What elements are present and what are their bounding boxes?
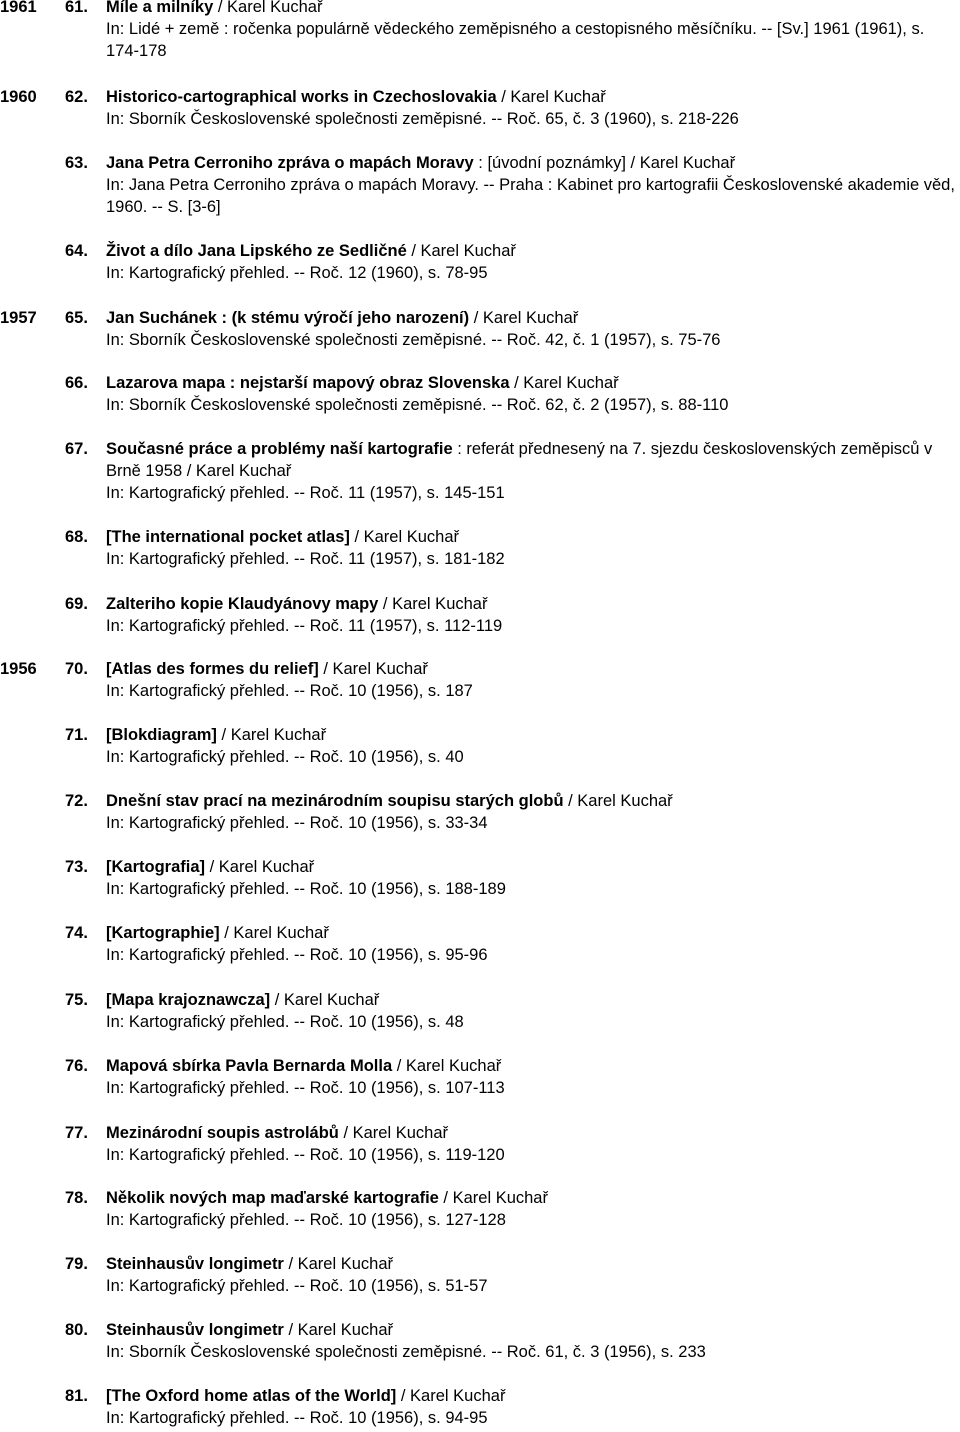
bibliography-entry [0,658,960,702]
entry-source: In: Kartografický přehled. -- Roč. 11 (1957), s. 112-119 [106,617,503,635]
entry-number: 61. [65,0,88,16]
entry-statement: / Karel Kuchař [378,595,488,613]
entry-title: [The international pocket atlas] [106,528,350,546]
entry-source: In: Kartografický přehled. -- Roč. 10 (1956), s. 48 [106,1013,464,1031]
entry-number: 72. [65,792,88,810]
entry-source: In: Sborník Československé společnosti zeměpisné. -- Roč. 61, č. 3 (1956), s. 233 [106,1343,706,1361]
bibliography-entry [0,240,960,284]
entry-source: In: Kartografický přehled. -- Roč. 10 (1956), s. 95-96 [106,946,488,964]
bibliography-entry [0,1385,960,1429]
entry-number: 73. [65,858,88,876]
entry-year: 1960 [0,88,37,106]
entry-title: Současné práce a problémy naší kartografie [106,440,453,458]
entry-number: 63. [65,154,88,172]
entry-statement: / Karel Kuchař [563,792,673,810]
entry-source: In: Kartografický přehled. -- Roč. 10 (1956), s. 187 [106,682,473,700]
entry-source: In: Sborník Československé společnosti zeměpisné. -- Roč. 42, č. 1 (1957), s. 75-76 [106,331,721,349]
entry-statement: / Karel Kuchař [338,1124,449,1142]
entry-number: 62. [65,88,88,106]
entry-number: 81. [65,1387,88,1405]
entry-title: Lazarova mapa : nejstarší mapový obraz Slovenska [106,374,510,392]
entry-number: 68. [65,528,88,546]
entry-statement: / Karel Kuchař [496,88,606,106]
entry-year: 1956 [0,660,37,678]
entry-statement: / Karel Kuchař [318,660,428,678]
bibliography-entry [0,989,960,1033]
entry-statement: / Karel Kuchař [219,924,329,942]
entry-source: In: Kartografický přehled. -- Roč. 10 (1956), s. 33-34 [106,814,488,832]
entry-number: 78. [65,1189,88,1207]
entry-statement: : [úvodní poznámky] / Karel Kuchař [473,154,736,172]
entry-number: 80. [65,1321,88,1339]
bibliography-entry [0,1187,960,1231]
entry-number: 74. [65,924,88,942]
entry-statement: / Karel Kuchař [469,309,579,327]
entry-source: In: Kartografický přehled. -- Roč. 10 (1956), s. 188-189 [106,880,506,898]
bibliography-entry [0,593,960,637]
bibliography-entry [0,526,960,570]
entry-number: 79. [65,1255,88,1273]
entry-source: In: Kartografický přehled. -- Roč. 12 (1960), s. 78-95 [106,264,488,282]
entry-number: 69. [65,595,88,613]
entry-number: 75. [65,991,88,1009]
bibliography-entry [0,372,960,416]
bibliography-entry [0,724,960,768]
entry-title: [The Oxford home atlas of the World] [106,1387,397,1405]
entry-number: 71. [65,726,88,744]
bibliography-entry [0,86,960,130]
entry-year: 1961 [0,0,37,16]
entry-source: In: Kartografický přehled. -- Roč. 11 (1957), s. 181-182 [106,550,505,568]
bibliography-entry [0,1319,960,1363]
entry-statement: / Karel Kuchař [396,1387,506,1405]
entry-source: In: Kartografický přehled. -- Roč. 10 (1956), s. 51-57 [106,1277,488,1295]
entry-statement: / Karel Kuchař [509,374,619,392]
entry-number: 67. [65,440,88,458]
entry-title: Život a dílo Jana Lipského ze Sedličné [106,242,407,260]
entry-source: In: Kartografický přehled. -- Roč. 10 (1956), s. 94-95 [106,1409,488,1427]
entry-source: In: Kartografický přehled. -- Roč. 11 (1957), s. 145-151 [106,484,505,502]
entry-source: In: Kartografický přehled. -- Roč. 10 (1956), s. 107-113 [106,1079,505,1097]
entry-source: In: Kartografický přehled. -- Roč. 10 (1956), s. 40 [106,748,464,766]
entry-source: In: Kartografický přehled. -- Roč. 10 (1956), s. 119-120 [106,1146,505,1164]
bibliography-entry [0,438,960,504]
entry-statement: / Karel Kuchař [270,991,380,1009]
entry-statement: / Karel Kuchař [349,528,460,546]
entry-number: 70. [65,660,88,678]
bibliography-entry [0,0,960,62]
entry-statement: / Karel Kuchař [392,1057,502,1075]
entry-title: Mapová sbírka Pavla Bernarda Molla [106,1057,393,1075]
entry-source: In: Sborník Československé společnosti zeměpisné. -- Roč. 65, č. 3 (1960), s. 218-226 [106,110,739,128]
entry-title: Míle a milníky [106,0,214,16]
entry-title: Dnešní stav prací na mezinárodním soupisu starých globů [106,792,564,810]
entry-title: Steinhausův longimetr [106,1321,284,1339]
entry-statement: / Karel Kuchař [213,0,323,16]
entry-number: 65. [65,309,88,327]
entry-statement: / Karel Kuchař [438,1189,548,1207]
entry-title: [Blokdiagram] [106,726,217,744]
entry-title: Steinhausův longimetr [106,1255,284,1273]
entry-statement: / Karel Kuchař [205,858,315,876]
entry-statement: / Karel Kuchař [283,1255,393,1273]
entry-number: 64. [65,242,88,260]
entry-title: Několik nových map maďarské kartografie [106,1189,439,1207]
bibliography-entry [0,790,960,834]
entry-source: In: Lidé + země : ročenka populárně vědeckého zeměpisného a cestopisného měsíčníku. -- [Sv.] 1961 (1961), s. 174-178 [106,20,925,60]
bibliography-entry [0,152,960,218]
entry-source: In: Jana Petra Cerroniho zpráva o mapách Moravy. -- Praha : Kabinet pro kartografii Československé akademie věd, 1960. -- S. [3-6] [106,176,955,216]
bibliography-entry [0,1055,960,1099]
entry-title: [Kartographie] [106,924,220,942]
entry-title: [Mapa krajoznawcza] [106,991,271,1009]
entry-number: 76. [65,1057,88,1075]
entry-source: In: Kartografický přehled. -- Roč. 10 (1956), s. 127-128 [106,1211,506,1229]
entry-title: [Atlas des formes du relief] [106,660,319,678]
entry-number: 66. [65,374,88,392]
bibliography-entry [0,307,960,351]
bibliography-entry [0,922,960,966]
entry-title: Jan Suchánek : (k stému výročí jeho narození) [106,309,470,327]
entry-title: Historico-cartographical works in Czechoslovakia [106,88,497,106]
bibliography-entry [0,856,960,900]
entry-statement: : referát přednesený na 7. sjezdu československých zeměpisců v Brně 1958 / Karel Kuchař [106,440,933,480]
bibliography-entry [0,1253,960,1297]
entry-year: 1957 [0,309,37,327]
entry-title: Zalteriho kopie Klaudyánovy mapy [106,595,379,613]
entry-source: In: Sborník Československé společnosti zeměpisné. -- Roč. 62, č. 2 (1957), s. 88-110 [106,396,729,414]
bibliography-entry [0,1122,960,1166]
entry-statement: / Karel Kuchař [283,1321,393,1339]
entry-statement: / Karel Kuchař [406,242,516,260]
entry-number: 77. [65,1124,88,1142]
entry-title: Mezinárodní soupis astrolábů [106,1124,339,1142]
entry-title: [Kartografia] [106,858,206,876]
entry-statement: / Karel Kuchař [216,726,327,744]
entry-title: Jana Petra Cerroniho zpráva o mapách Moravy [106,154,474,172]
